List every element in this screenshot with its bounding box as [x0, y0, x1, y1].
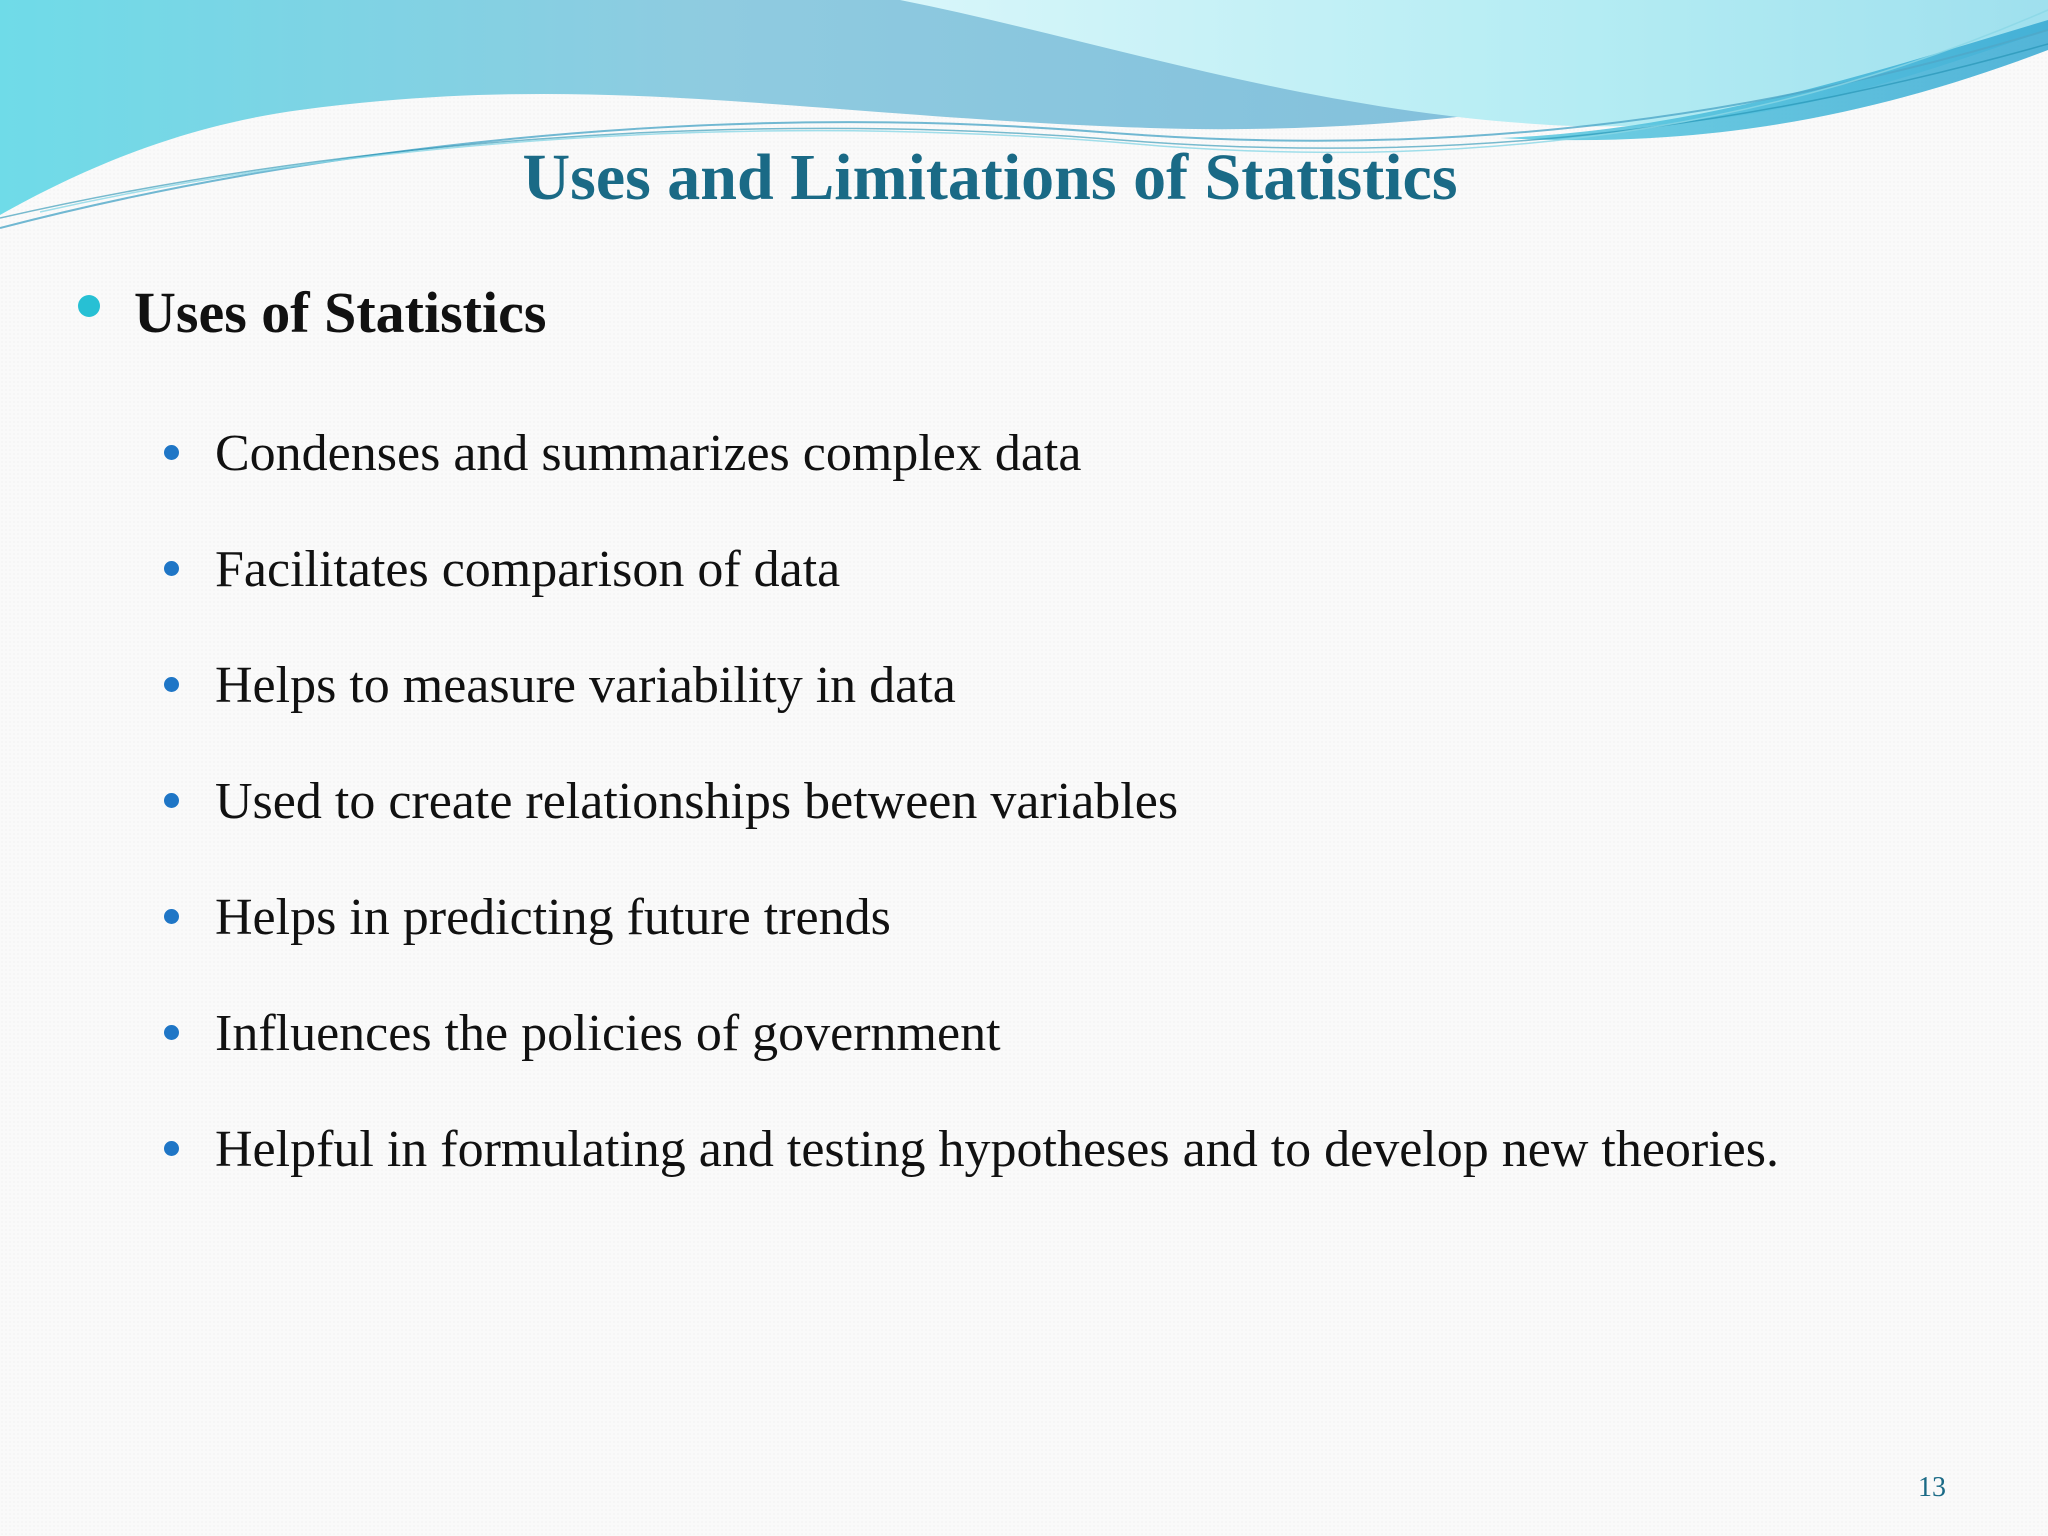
list-item-text: Helps to measure variability in data [215, 657, 956, 714]
bullet-dot-icon [78, 295, 100, 317]
slide-title: Uses and Limitations of Statistics [522, 141, 1458, 214]
section-heading [78, 278, 546, 348]
page-number: 13 [1918, 1472, 1946, 1503]
header-wave-decoration [0, 0, 2048, 260]
list-item-text: Used to create relationships between variables [215, 773, 1179, 830]
list-item [164, 396, 1779, 512]
list-item-text: Helps in predicting future trends [215, 889, 891, 946]
bullet-dot-icon [164, 793, 179, 808]
list-item [164, 976, 1779, 1092]
list-item [164, 628, 1779, 744]
bullet-dot-icon [164, 677, 179, 692]
list-item-text: Influences the policies of government [215, 1005, 1001, 1062]
bullet-dot-icon [164, 445, 179, 460]
list-item-text: Condenses and summarizes complex data [215, 425, 1082, 482]
bullet-dot-icon [164, 1141, 179, 1156]
bullet-dot-icon [164, 909, 179, 924]
list-item [164, 860, 1779, 976]
uses-list [164, 396, 1779, 1208]
list-item [164, 1092, 1779, 1208]
bullet-dot-icon [164, 1025, 179, 1040]
bullet-dot-icon [164, 561, 179, 576]
list-item-text: Facilitates comparison of data [215, 541, 841, 598]
section-label: Uses of Statistics [134, 280, 547, 345]
list-item [164, 512, 1779, 628]
list-item [164, 744, 1779, 860]
list-item-text: Helpful in formulating and testing hypotheses and to develop new theories. [215, 1121, 1779, 1178]
